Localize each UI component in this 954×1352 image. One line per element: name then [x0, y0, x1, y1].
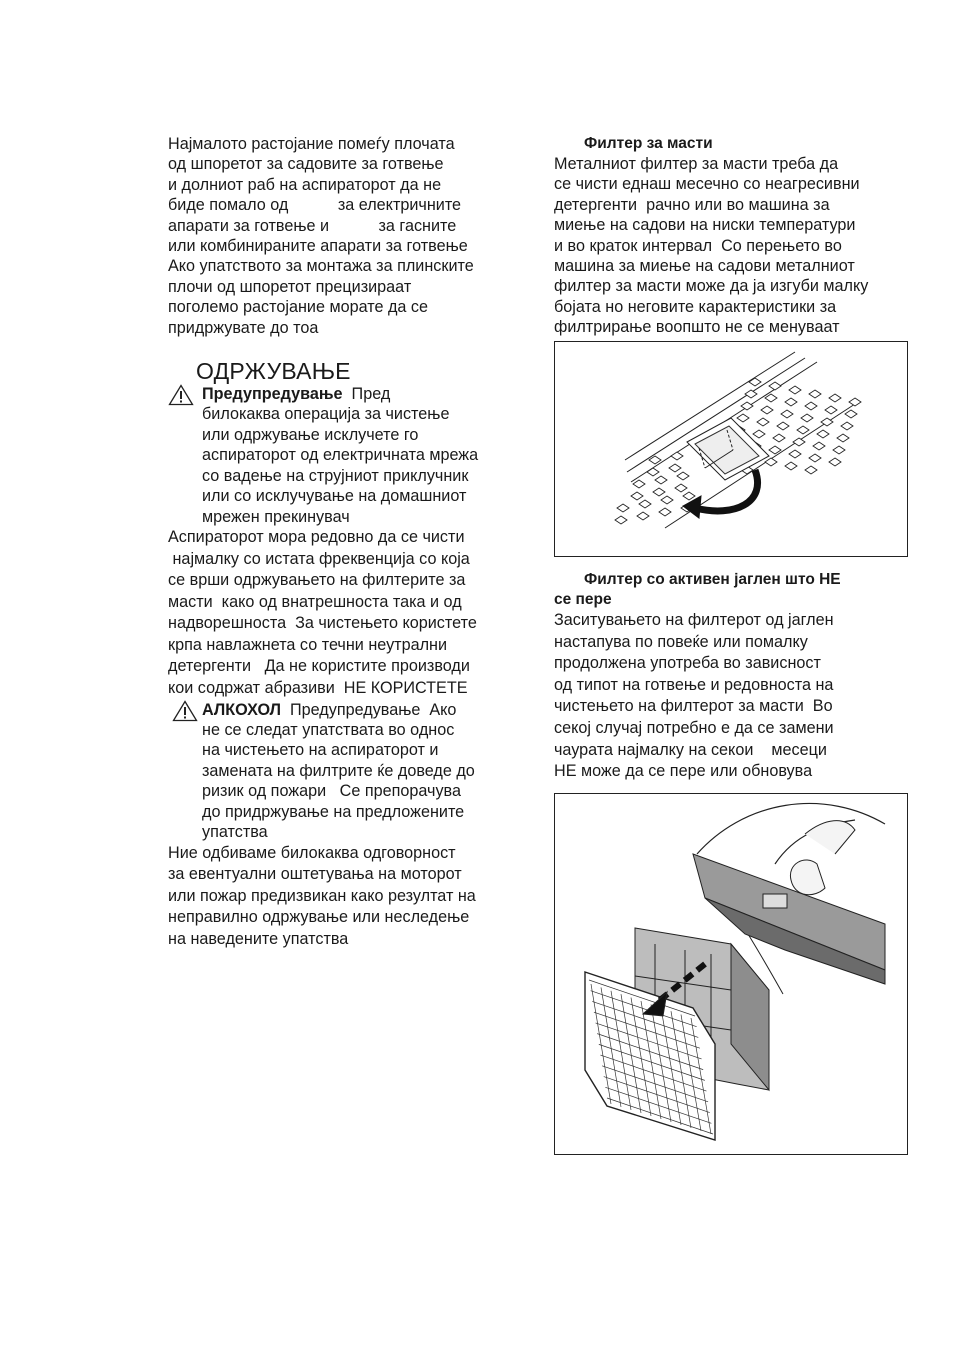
carbon-line: настапува по повеќе или помалку	[554, 632, 808, 651]
liability-paragraph	[168, 843, 528, 951]
warning1-line: билокаква операција за чистење	[202, 405, 450, 424]
carbon-line: НЕ може да се пере или обновува	[554, 762, 813, 781]
warning1-first-line	[168, 384, 528, 404]
carbon-filter-illustration	[554, 793, 908, 1155]
carbon-filter-title	[554, 570, 910, 590]
body-line: надворешноста За чистењето користете	[168, 614, 477, 633]
warning1-line: или со исклучување на домашниот	[202, 487, 467, 506]
warning2-first-text: Предупредување Ако	[281, 700, 457, 719]
warning2-line: ризик од пожари Се препорачува	[202, 782, 461, 801]
grease-filter-title-text: Филтер за масти	[584, 135, 713, 152]
grease-line: и во краток интервал Со перењето во	[554, 236, 842, 255]
warning2-line: на чистењето на аспираторот и	[202, 741, 439, 760]
warning2-first-line	[168, 700, 528, 720]
warning-block-1	[168, 384, 528, 527]
carbon-line: од типот на готвење и редовноста на	[554, 675, 834, 694]
warning2-line: до придржување на предложените	[202, 802, 465, 821]
closing-line: неправилно одржување или неследење	[168, 908, 470, 927]
intro-line: Ако упатството за монтажа за плинските	[168, 257, 474, 276]
intro-paragraph	[168, 134, 528, 338]
closing-line: за евентуални оштетувања на моторот	[168, 865, 462, 884]
grease-line: Металниот филтер за масти треба да	[554, 155, 839, 173]
carbon-line: продолжена употреба во зависност	[554, 654, 821, 673]
grease-filter-title	[554, 134, 910, 154]
left-column	[168, 134, 528, 950]
body-line: кои содржат абразиви НЕ КОРИСТЕТЕ	[168, 679, 468, 698]
intro-line: и долниот раб на аспираторот да не	[168, 175, 442, 194]
body-line: крпа навлажнета со течни неутрални	[168, 635, 448, 654]
warning1-first-text: Пред	[342, 385, 391, 404]
cleaning-paragraph	[168, 527, 528, 700]
body-line: најмалку со истата фреквенција со која	[168, 549, 470, 568]
grease-line: филтрирање воопшто не се менуваат	[554, 318, 840, 337]
warning2-line: не се следат упатствата во однос	[202, 721, 455, 740]
carbon-line: Заситувањето на филтерот од јаглен	[554, 611, 834, 629]
warning1-bold-label: Предупредување	[202, 385, 343, 404]
warning1-line: мрежен прекинувач	[202, 507, 350, 526]
intro-line: апарати за готвење и за гасните	[168, 216, 457, 235]
body-line: масти како од внатрешноста така и од	[168, 592, 462, 611]
warning2-line: замената на филтрите ќе доведе до	[202, 761, 475, 780]
carbon-line: чаурата најмалку на секои месеци	[554, 740, 827, 759]
intro-line: поголемо растојание морате да се	[168, 298, 429, 317]
carbon-filter-section	[554, 570, 910, 783]
warning1-line: аспираторот од електричната мрежа	[202, 446, 479, 465]
warning2-bold-label: АЛКОХОЛ	[202, 700, 282, 719]
grease-filter-illustration	[554, 341, 908, 557]
warning-triangle-icon	[172, 700, 198, 722]
closing-line: Ние одбиваме билокаква одговорност	[168, 843, 456, 862]
grease-line: детергенти рачно или во машина за	[554, 195, 830, 214]
intro-line: плочи од шпоретот прецизираат	[168, 277, 412, 296]
grease-filter-drawing	[555, 342, 907, 556]
right-column	[554, 134, 910, 338]
body-line: детергенти Да не користите производи	[168, 657, 470, 676]
carbon-filter-drawing	[555, 794, 907, 1154]
intro-line: биде помало од за електричните	[168, 196, 462, 215]
warning-block-2	[168, 700, 528, 843]
warning1-line: со вадење на струјниот приклучник	[202, 466, 469, 485]
grease-line: бојата но неговите карактеристики за	[554, 297, 837, 316]
warning1-line: или одржување исклучете го	[202, 425, 419, 444]
section-title: ОДРЖУВАЊЕ	[196, 358, 351, 385]
warning2-line: упатства	[202, 823, 268, 842]
intro-line: придржувате до тоа	[168, 318, 319, 337]
intro-line: од шпоретот за садовите за готвење	[168, 155, 444, 174]
grease-line: машина за миење на садови металниот	[554, 257, 855, 276]
grease-filter-paragraph	[554, 154, 910, 338]
warning-triangle-icon	[168, 384, 194, 406]
grease-line: се чисти еднаш месечно со неагресивни	[554, 175, 860, 194]
carbon-line: чистењето на филтерот за масти Во	[554, 697, 833, 716]
body-line: се врши одржувањето на филтерите за	[168, 571, 466, 590]
closing-line: или пожар предизвикан како резултат на	[168, 886, 476, 905]
carbon-title-line: се пере	[554, 591, 612, 608]
body-line: Аспираторот мора редовно да се чисти	[168, 527, 465, 546]
closing-line: на наведените упатства	[168, 929, 349, 948]
carbon-title-line: Филтер со активен јаглен што НЕ	[584, 571, 841, 588]
grease-line: миење на садови на ниски температури	[554, 216, 856, 235]
intro-line: Најмалото растојание помеѓу плочата	[168, 135, 455, 153]
intro-line: или комбинираните апарати за готвење	[168, 237, 468, 256]
carbon-line: секој случај потребно е да се замени	[554, 718, 834, 737]
carbon-filter-paragraph	[554, 610, 910, 783]
grease-line: филтер за масти може да ја изгуби малку	[554, 277, 869, 296]
